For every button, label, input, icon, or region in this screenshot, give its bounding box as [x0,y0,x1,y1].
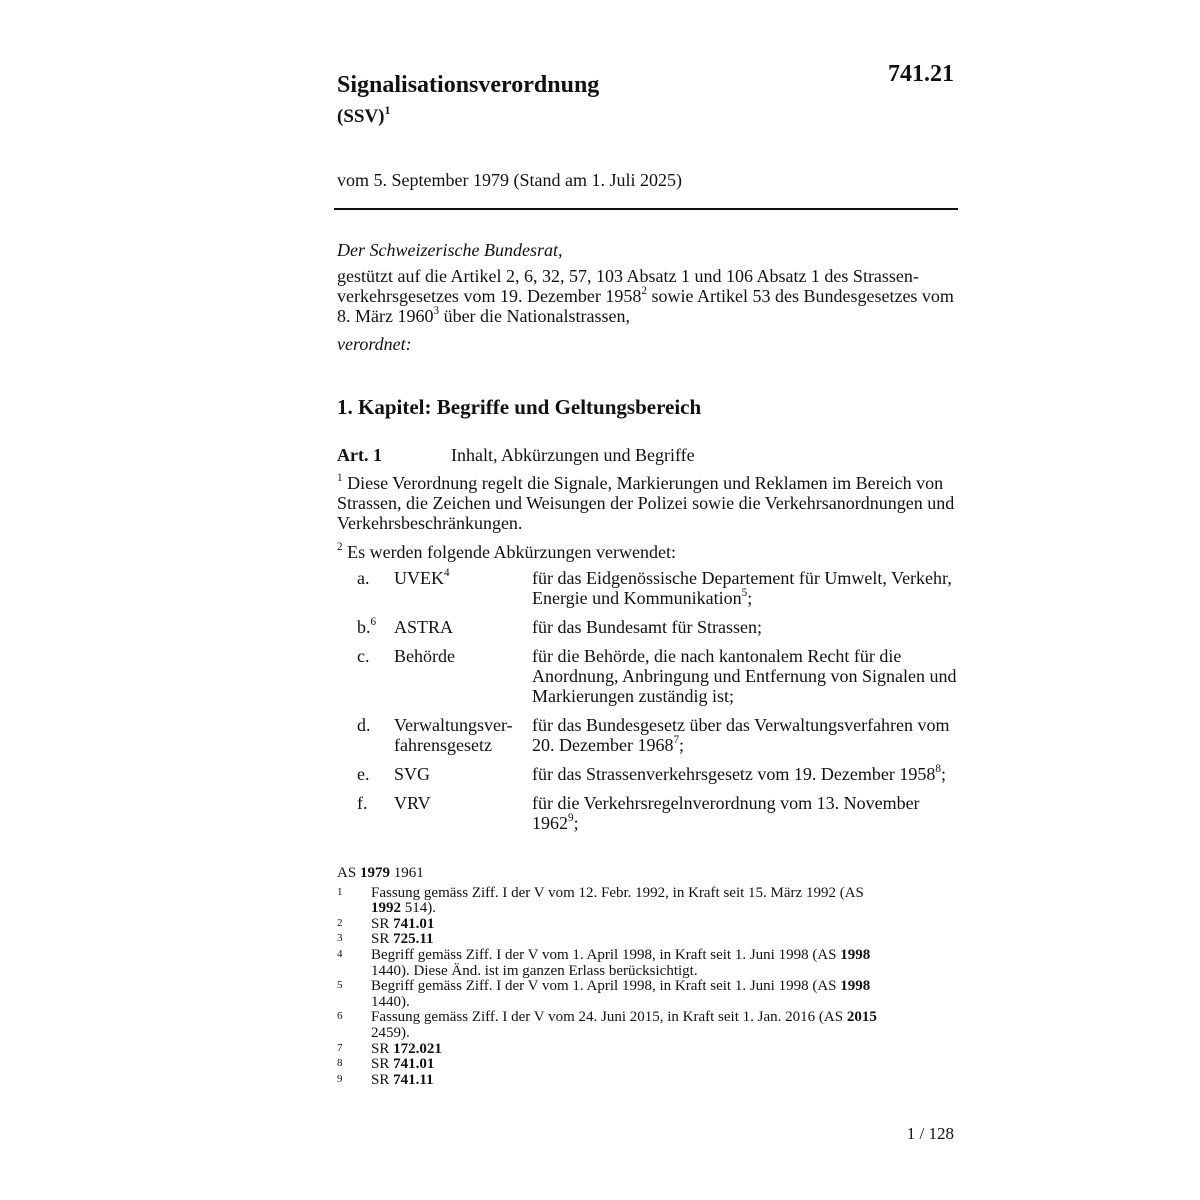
list-term [394,764,532,784]
definition-text: für das Eidgenössische Departement für Umwelt, Verkehr, Energie und Kommunikation [532,568,952,608]
list-letter [357,793,394,833]
letter-text: d. [357,715,371,735]
term-text: Behörde [394,646,455,666]
footnote-ref[interactable]: 6 [370,615,377,628]
footnote-text-c: 1440). [371,993,410,1010]
preamble-intro: Der Schweizerische Bundesrat, [337,240,563,260]
footnote-text [371,1057,897,1073]
preamble-part-1: gestützt auf die Artikel 2, 6, 32, 57, 103 Absatz 1 und 106 Absatz 1 des Strassen-verkehrsgesetzes vom 19. Dezember 1958 [337,266,919,306]
footnote-text-a: SR [371,931,394,948]
definition-end: ; [940,764,946,784]
preamble-verordnet: verordnet: [337,334,412,354]
document-title: Signalisationsverordnung [337,72,600,98]
footnotes [337,866,897,1088]
letter-text: b. [357,617,371,637]
list-letter [357,646,394,706]
footnote-item [337,948,897,979]
chapter-heading: 1. Kapitel: Begriffe und Geltungsbereich [337,395,702,419]
footnote-item [337,932,897,948]
footnote-number: 3 [337,932,343,945]
footnote-text-a: Fassung gemäss Ziff. I der V vom 12. Febr. 1992, in Kraft seit 15. März 1992 (AS [371,884,864,901]
list-term [394,793,532,833]
footnote-text [371,1073,897,1089]
footnote-number: 7 [337,1041,343,1054]
list-term [394,646,532,706]
footnote-text [371,917,897,933]
article-paragraph-1 [337,473,959,533]
footnote-text-bold: 172.021 [393,1040,442,1057]
footnote-text [371,979,897,1010]
preamble-part-2: sowie Artikel 53 des Bundesgesetzes vom 8. März 1960 [337,286,954,326]
footnote-item [337,1042,897,1058]
list-definition [532,568,957,608]
footnote-text-a: SR [371,1056,394,1073]
definition-text: für die Behörde, die nach kantonalem Recht für die Anordnung, Anbringung und Entfernung von Signalen und Markierungen zuständig ist; [532,646,957,706]
footnote-text [371,1010,897,1041]
footnote-text-a: SR [371,915,394,932]
list-letter [357,617,394,637]
as-reference [337,866,897,882]
footnote-ref[interactable]: 4 [444,566,450,579]
footnote-text-a: Fassung gemäss Ziff. I der V vom 24. Juni 2015, in Kraft seit 1. Jan. 2016 (AS [371,1009,847,1026]
footnote-number: 5 [337,979,343,992]
paragraph-text: Es werden folgende Abkürzungen verwendet: [342,542,676,562]
term-text: SVG [394,764,431,784]
article-number: Art. 1 [337,445,382,465]
term-text: ASTRA [394,617,454,637]
list-term [394,715,532,755]
footnote-item [337,1057,897,1073]
list-term [394,568,532,608]
footnote-number: 4 [337,947,343,960]
footnote-item [337,917,897,933]
header-divider [334,208,958,210]
footnote-text-bold: 1992 [371,900,401,917]
footnote-number: 6 [337,1010,343,1023]
paragraph-mark: 1 [337,471,343,484]
footnote-text-a: SR [371,1040,394,1057]
list-item [357,715,957,755]
preamble-part-3: über die Nationalstrassen, [439,306,631,326]
footnote-text-a: SR [371,1071,394,1088]
paragraph-text: Diese Verordnung regelt die Signale, Markierungen und Reklamen im Bereich von Strassen, die Zeichen und Weisungen der Polizei sowie die Verkehrsanordnungen und Verkehrsbeschränkungen. [337,473,955,533]
footnote-ref[interactable]: 2 [641,284,647,297]
footnote-text-c: 2459). [371,1024,410,1041]
definition-end: ; [573,813,579,833]
abbreviation-list [357,568,957,842]
list-letter [357,764,394,784]
term-text: VRV [394,793,431,813]
paragraph-mark: 2 [337,540,343,553]
footnote-number: 2 [337,916,343,929]
footnote-text-bold: 725.11 [393,931,434,948]
preamble-text [337,266,957,326]
footnote-text-a: Begriff gemäss Ziff. I der V vom 1. April 1998, in Kraft seit 1. Juni 1998 (AS [371,946,841,963]
footnote-item [337,1010,897,1041]
list-letter [357,715,394,755]
article-paragraph-2 [337,542,676,562]
footnote-ref[interactable]: 8 [935,762,941,775]
list-item [357,646,957,706]
list-item [357,617,957,637]
footnote-ref[interactable]: 3 [433,304,440,317]
footnote-text-bold: 741.01 [393,915,435,932]
list-definition [532,793,957,833]
definition-text: für das Bundesgesetz über das Verwaltungsverfahren vom 20. Dezember 1968 [532,715,950,755]
list-term [394,617,532,637]
letter-text: a. [357,568,370,588]
list-item [357,764,957,784]
footnote-text-bold: 2015 [846,1009,877,1026]
footnote-text-c: 514). [401,900,436,917]
letter-text: f. [357,793,368,813]
footnote-text [371,1042,897,1058]
footnote-text-a: Begriff gemäss Ziff. I der V vom 1. April 1998, in Kraft seit 1. Juni 1998 (AS [371,978,841,995]
footnote-text-c: 1440). Diese Änd. ist im ganzen Erlass berücksichtigt. [371,962,698,979]
sr-number: 741.21 [888,61,954,87]
footnote-text-bold: 741.01 [393,1056,435,1073]
footnote-item [337,979,897,1010]
footnote-text [371,948,897,979]
footnote-text [371,932,897,948]
list-definition [532,715,957,755]
as-year: 1979 [359,865,390,881]
letter-text: e. [357,764,370,784]
list-item [357,568,957,608]
footnote-ref[interactable]: 1 [384,103,391,117]
footnote-number: 8 [337,1057,343,1070]
abbreviation-text: (SSV) [337,106,385,127]
footnote-item [337,886,897,917]
list-definition [532,646,957,706]
definition-text: für das Strassenverkehrsgesetz vom 19. Dezember 1958 [532,764,936,784]
footnote-item [337,1073,897,1089]
footnote-ref[interactable]: 7 [673,733,680,746]
footnote-number: 1 [337,885,343,898]
list-item [357,793,957,833]
as-page: 1961 [389,865,424,881]
footnote-text [371,886,897,917]
footnote-ref[interactable]: 9 [568,811,574,824]
article-title: Inhalt, Abkürzungen und Begriffe [451,445,695,465]
footnote-text-bold: 741.11 [393,1071,434,1088]
definition-text: für die Verkehrsregelnverordnung vom 13. November 1962 [532,793,920,833]
date-line: vom 5. September 1979 (Stand am 1. Juli 2025) [337,170,682,190]
footnote-text-bold: 1998 [840,946,871,963]
term-text: Verwaltungsver-fahrensgesetz [394,715,513,755]
page-number: 1 / 128 [906,1124,954,1143]
definition-end: ; [679,735,685,755]
list-definition [532,764,957,784]
term-text: UVEK [394,568,444,588]
list-definition [532,617,957,637]
footnote-text-bold: 1998 [840,978,871,995]
footnote-number: 9 [337,1072,343,1085]
as-prefix: AS [337,865,360,881]
footnote-ref[interactable]: 5 [741,586,748,599]
letter-text: c. [357,646,370,666]
definition-text: für das Bundesamt für Strassen; [532,617,762,637]
list-letter [357,568,394,608]
document-abbreviation [337,103,391,128]
definition-end: ; [747,588,753,608]
